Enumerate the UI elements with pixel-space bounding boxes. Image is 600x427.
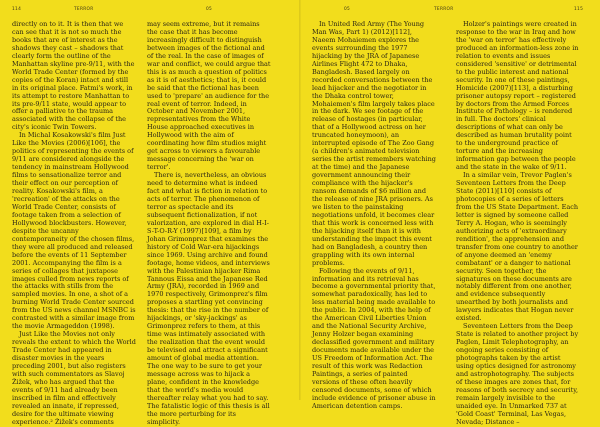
right-running-title: TERROR <box>434 7 454 12</box>
paragraph: In a similar vein, Trevor Paglen's Seventeen Letters from the Deep State (2011)[110] consists of photocopies of a series of letters from the US State Department. Each letter is signed by someone called Terry A. Hogan, who is seemingly authorizing acts of 'extraordinary rendition', the apprehension and transfer from one country to another of anyone deemed an 'enemy combatant' or a danger to national security. Seen together, the signatures on these documents are notably different from one another, and evidence subsequently unearthed by both journalists and lawyers indicates that Hogan never existed. <box>456 171 579 323</box>
left-page-number: 114 <box>12 7 22 12</box>
left-column-2 <box>147 20 271 426</box>
left-chapter-number: 05 <box>206 7 213 12</box>
paragraph: In United Red Army (The Young Man Was, Part 1) (2012)[112], Naeem Mohaiemen explores the events surrounding the 1977 hijacking by the JRA of Japanese Airlines Flight 472 to Dhaka, Bangladesh. Based largely on recorded conversations between the lead hijacker and the negotiator in the Dhaka control tower, Mohaiemen's film largely takes place in the dark. We see footage of the release of hostages (in particular, that of a Hollywood actress on her truncated honeymoon), an interrupted episode of The Zoo Gang (a children's animated television series the artist remembers watching at the time) and the Japanese government announcing their compliance with the hijacker's ransom demands of $6 million and the release of nine JRA prisoners. As we listen to the painstaking negotiations unfold, it becomes clear that this work is concerned less with the hijacking itself than it is with understanding the impact this event had on Bangladesh, a country then grappling with its own internal problems. <box>312 20 436 267</box>
paragraph: Holzer's paintings were created in response to the war in Iraq and how the 'war on terror' has effectively produced an information-less zone in relation to events and issues considered 'sensitive' or detrimental to the public interest and national security. In one of these paintings, Homicide (2007)[113], a disturbing prisoner autopsy report – registered by doctors from the Armed Forces Institute of Pathology – is rendered in full. The doctors' clinical descriptions of what can only be described as human brutality point to the underground practice of torture and the increasing information gap between the people and the state in the wake of 9/11. <box>456 20 579 172</box>
right-column-1 <box>312 20 436 410</box>
left-running-title: TERROR <box>74 7 94 12</box>
paragraph: Seventeen Letters from the Deep State is related to another project by Paglen, Limit Telephotography, an ongoing series consisting of photographs taken by the artist using optics designed for astronomy and astrophotography. The subjects of these images are zones that, for reasons of both secrecy and security, remain largely invisible to the unaided eye. In Unmarked 737 at 'Gold Coast' Terminal, Las Vegas, Nevada; Distance – <box>456 322 579 426</box>
paragraph: Following the events of 9/11, information and its retrieval has become a governmental priority that, somewhat paradoxically, has led to less material being made available to the public. In 2004, with the help of the American Civil Liberties Union and the National Security Archive, Jenny Holzer began examining declassified government and military documents made available under the US Freedom of Information Act. The result of this work was Redaction Paintings, a series of painted versions of these often heavily censored documents, some of which include evidence of prisoner abuse in American detention camps. <box>312 266 436 410</box>
right-chapter-number: 05 <box>344 7 351 12</box>
paragraph: There is, nevertheless, an obvious need to determine what is indeed fact and what is fiction in relation to acts of terror. The phenomenon of terror as spectacle and its subsequent fictionalization, if not valorization, are explored in dial H-I-S-T-O-R-Y (1997)[109], a film by Johan Grimonprez that examines the history of Cold War-era hijackings since 1969. Using archive and found footage, home videos, and interviews with the Palestinian hijacker Rima Tannous Eissa and the Japanese Red Army (JRA), recorded in 1969 and 1970 respectively, Grimonprez's film proposes a startling yet convincing thesis: that the rise in the number of hijackings, or 'sky-jackings' as Grimonprez refers to them, at this time was intimately associated with the realization that the event would be televised and attract a significant amount of global media attention. The one way to be sure to get your message across was to hijack a plane, confident in the knowledge that the world's media would thereafter relay what you had to say. The fatalistic logic of this thesis is all the more perturbing for its simplicity. <box>147 171 270 426</box>
left-column-1 <box>12 20 136 426</box>
right-page-number: 115 <box>574 7 584 12</box>
paragraph: In Michal Kosakowski's film Just Like the Movies (2006)[106], the politics of representing the events of 9/11 are considered alongside the tendency in mainstream Hollywood films to sensationalize terror and their effect on our perception of reality. Kosakowski's film, a 'recreation' of the attacks on the World Trade Center, consists of footage taken from a selection of Hollywood blockbusters. However, despite the uncanny contemporaneity of the chosen films, they were all produced and released before the events of 11 September 2001. Accompanying the film is a series of collages that juxtapose images culled from news reports of the attacks with stills from the sampled movies. In one, a shot of a burning World Trade Center sourced from the US news channel MSNBC is contrasted with a similar image from the movie Armageddon (1998). <box>12 131 136 331</box>
paragraph: may seem extreme, but it remains the case that it has become increasingly difficult to distinguish between images of the fictional and of the real. In the case of images of war and conflict, we could argue that this is as much a question of politics as it is of aesthetics; that is, it could be said that the fictional has been used to 'prepare' an audience for the real event of terror. Indeed, in October and November 2001, representatives from the White House approached executives in Hollywood with the aim of coordinating how film studios might get across to viewers a favourable message concerning the 'war on terror'. <box>147 20 271 172</box>
right-column-2 <box>456 20 580 426</box>
page-gutter <box>299 0 301 400</box>
paragraph: Just Like the Movies not only reveals the extent to which the World Trade Center had appeared in disaster movies in the years preceding 2001, but also registers with such commentators as Slavoj Žižek, who has argued that the events of 9/11 had already been inscribed in film and effectively revealed an innate, if repressed, desire for the ultimate viewing experience.² Žižek's comments <box>12 330 136 426</box>
paragraph: directly on to it. It is then that we can see that it is not so much the books that are of interest as the shadows they cast – shadows that clearly form the outline of the Manhattan skyline pre-9/11, with the World Trade Center (formed by the copies of the Koran) intact and still in its original place. Fatmi's work, in its attempt to restore Manhattan to its pre-9/11 state, would appear to offer a palliative to the trauma associated with the collapse of the city's iconic Twin Towers. <box>12 20 135 132</box>
